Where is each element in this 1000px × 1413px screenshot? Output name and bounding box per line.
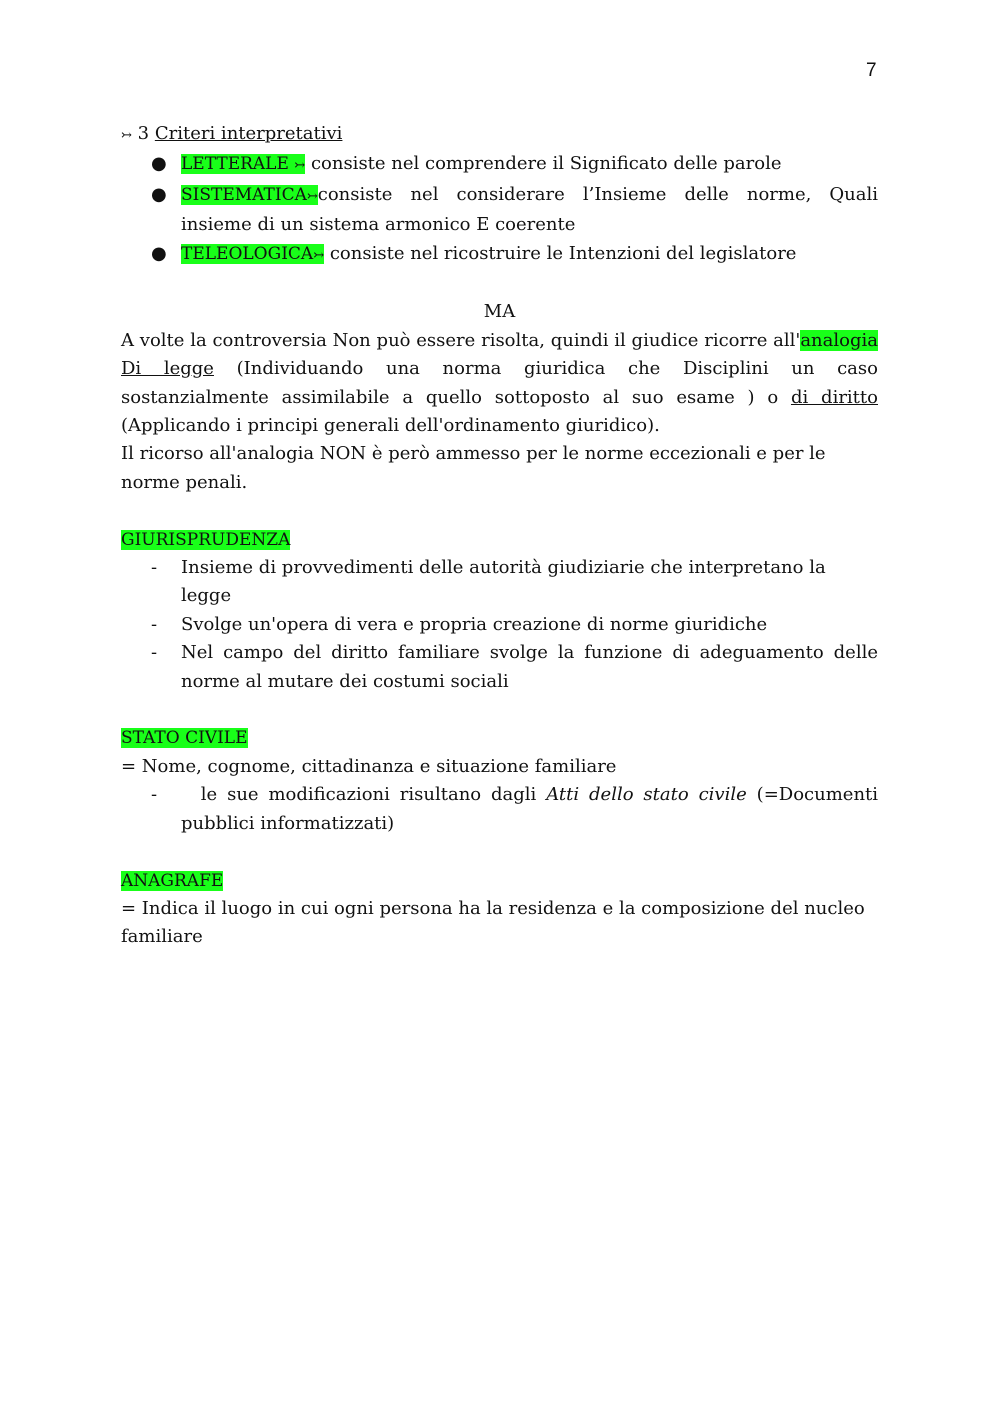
heading-anagrafe: ANAGRAFE	[121, 870, 224, 891]
term-teleologica: TELEOLOGICA↣	[181, 243, 325, 264]
heading-giurisprudenza: GIURISPRUDENZA	[121, 529, 291, 550]
list-item: - le sue modificazioni risultano dagli Atti dello stato civile (=Documenti pubblici informatizzati)	[121, 781, 878, 838]
ma-divider: MA	[483, 301, 516, 323]
dash-icon: -	[151, 613, 158, 635]
criteria-text: consiste nel comprendere il Significato delle parole	[310, 153, 782, 175]
term-analogia: analogia	[800, 329, 878, 351]
stato-civile-definition: = Nome, cognome, cittadinanza e situazione familiare	[121, 755, 617, 777]
dash-icon: -	[151, 642, 158, 664]
heading-stato-civile: STATO CIVILE	[121, 728, 248, 749]
atti-stato-civile: Atti dello stato civile	[546, 784, 747, 806]
criteria-list	[121, 150, 878, 270]
dash-icon: -	[151, 784, 158, 806]
criteria-text: consiste nel considerare l’Insieme delle norme, Quali insieme di un sistema armonico E coerente	[181, 183, 878, 236]
term-letterale: LETTERALE ↣	[181, 154, 306, 175]
anagrafe-definition: = Indica il luogo in cui ogni persona ha la residenza e la composizione del nucleo familiare	[121, 897, 865, 948]
document-body	[121, 120, 878, 952]
page-number: 7	[866, 60, 877, 81]
bullet-icon: ●	[151, 242, 167, 264]
list-item: - Svolge un'opera di vera e propria creazione di norme giuridiche	[121, 611, 878, 639]
criteria-text: consiste nel ricostruire le Intenzioni del legislatore	[329, 242, 797, 264]
bullet-icon: ●	[151, 183, 167, 205]
bullet-icon: ●	[151, 153, 167, 175]
analogy-paragraph: A volte la controversia Non può essere risolta, quindi il giudice ricorre all'analogia Di legge (Individuando una norma giuridica che Disciplini un caso sostanzialmente assimilabile a quello sottoposto al suo esame ) o di diritto (Applicando i principi generali dell'ordinamento giuridico).	[121, 329, 878, 437]
list-item	[121, 150, 878, 180]
list-item: - Nel campo del diritto familiare svolge la funzione di adeguamento delle norme al mutare dei costumi sociali	[121, 639, 878, 696]
list-item	[121, 240, 878, 270]
term-sistematica: SISTEMATICA↣	[181, 184, 318, 205]
dash-icon: -	[151, 557, 158, 579]
criteria-heading	[121, 120, 878, 150]
list-item: - Insieme di provvedimenti delle autorità giudiziarie che interpretano la legge	[121, 554, 878, 611]
arrow-icon: ↣	[121, 128, 132, 143]
link-di-diritto: di diritto	[790, 386, 878, 408]
criteria-count: 3	[137, 123, 150, 144]
link-di-legge: Di legge	[121, 358, 214, 380]
list-item	[121, 181, 878, 240]
analogy-note: Il ricorso all'analogia NON è però ammesso per le norme eccezionali e per le norme penali.	[121, 443, 826, 493]
stato-civile-list	[121, 781, 878, 838]
giurisprudenza-list	[121, 554, 878, 696]
criteria-title: Criteri interpretativi	[154, 123, 343, 144]
